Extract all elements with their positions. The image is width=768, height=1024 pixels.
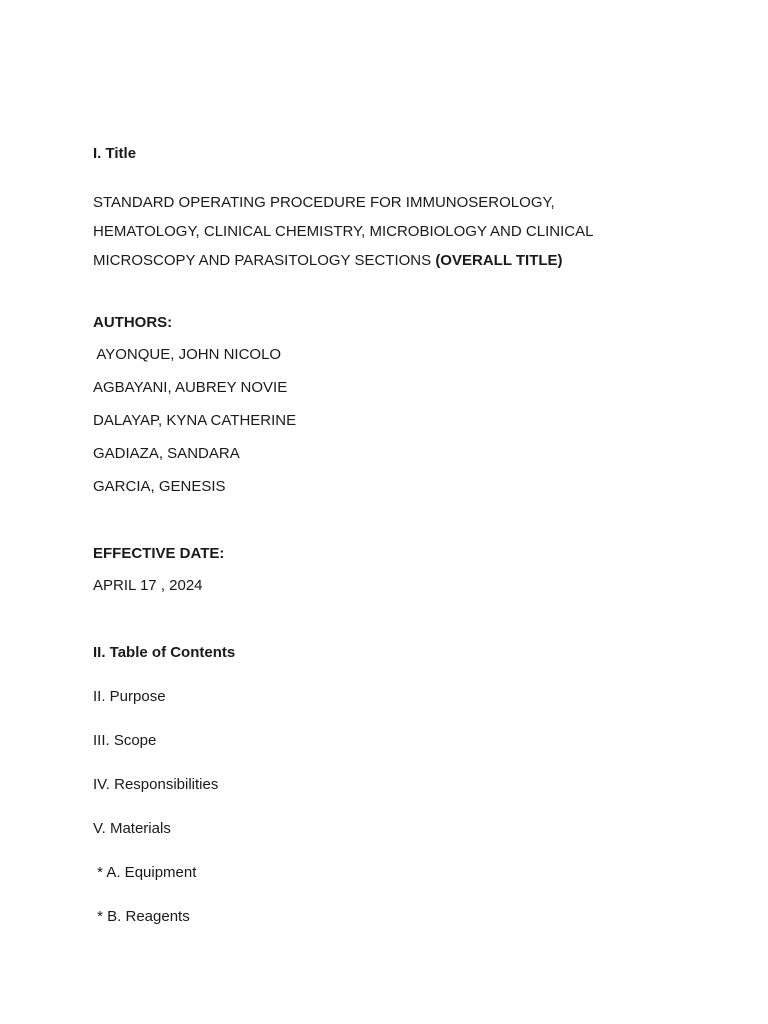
toc-item: II. Purpose — [93, 688, 166, 705]
document-title-suffix: (OVERALL TITLE) — [435, 252, 563, 269]
toc-subitem: * B. Reagents — [93, 908, 190, 925]
toc-item: IV. Responsibilities — [93, 776, 219, 793]
author-name: GARCIA, GENESIS — [93, 478, 226, 495]
toc-subitem: * A. Equipment — [93, 864, 197, 881]
author-name: AGBAYANI, AUBREY NOVIE — [93, 379, 288, 396]
toc-heading: II. Table of Contents — [93, 644, 236, 661]
toc-item: V. Materials — [93, 820, 171, 837]
author-name: GADIAZA, SANDARA — [93, 445, 240, 462]
toc-item: III. Scope — [93, 732, 157, 749]
effective-date-value: APRIL 17 , 2024 — [93, 577, 203, 594]
document-page — [93, 0, 693, 1024]
effective-date-heading: EFFECTIVE DATE: — [93, 545, 225, 562]
section-heading-title: I. Title — [93, 145, 137, 162]
document-title-text: STANDARD OPERATING PROCEDURE FOR IMMUNOSEROLOGY, HEMATOLOGY, CLINICAL CHEMISTRY, MICROBIOLOGY AND CLINICAL MICROSCOPY AND PARASITOLOGY SECTIONS — [93, 194, 593, 269]
author-name: AYONQUE, JOHN NICOLO — [93, 346, 282, 363]
document-title — [93, 188, 653, 275]
authors-heading: AUTHORS: — [93, 314, 173, 331]
author-name: DALAYAP, KYNA CATHERINE — [93, 412, 297, 429]
